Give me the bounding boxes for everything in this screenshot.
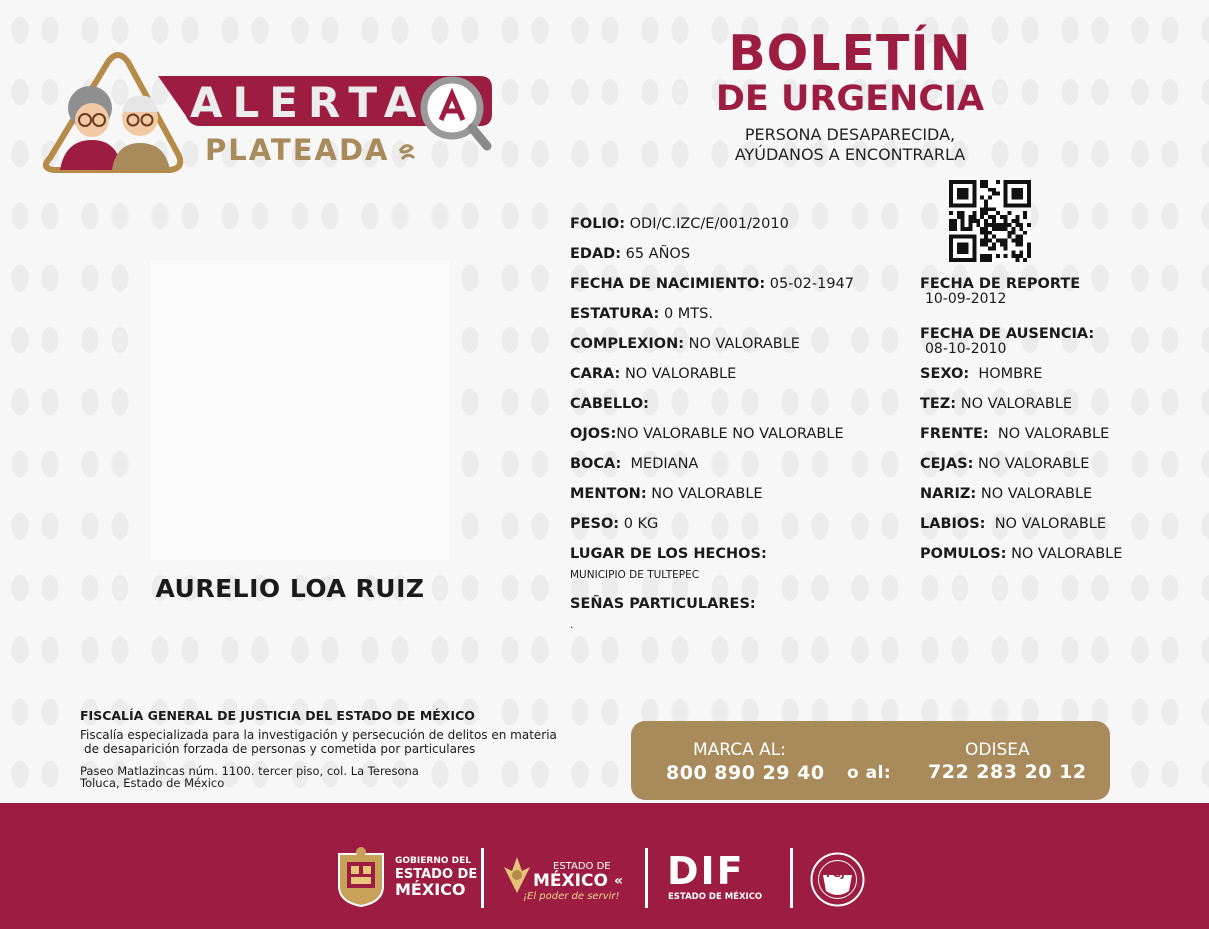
field-lugar-value: MUNICIPIO DE TULTEPEC bbox=[570, 569, 700, 581]
alerta-word: ALERTA bbox=[190, 78, 427, 127]
field-label: SEXO: bbox=[920, 366, 970, 382]
field-value: NO VALORABLE bbox=[993, 426, 1110, 442]
fecha-reporte-label bbox=[920, 276, 1080, 292]
field-frente bbox=[920, 426, 1109, 442]
field-label: CARA: bbox=[570, 366, 621, 382]
field-pomulos bbox=[920, 546, 1122, 562]
fiscalia-description-line2: de desaparición forzada de personas y cometida por particulares bbox=[84, 742, 476, 756]
fiscalia-address-line1: Paseo Matlazincas núm. 1100. tercer piso, col. La Teresona bbox=[80, 764, 419, 778]
field-label: COMPLEXION: bbox=[570, 336, 685, 352]
fecha-ausencia-label bbox=[920, 326, 1094, 342]
field-label: ESTATURA: bbox=[570, 306, 660, 322]
field-estatura bbox=[570, 306, 713, 322]
gobierno-line3: MÉXICO bbox=[395, 880, 466, 899]
field-label: LABIOS: bbox=[920, 516, 986, 532]
odisea-label: ODISEA bbox=[965, 740, 1030, 760]
field-cejas bbox=[920, 456, 1089, 472]
bulletin-subtitle-line2: AYÚDANOS A ENCONTRARLA bbox=[734, 145, 966, 164]
edomex-slogan: ¡El poder de servir! bbox=[523, 891, 620, 902]
field-value: NO VALORABLE bbox=[624, 366, 737, 382]
field-fecha-nacimiento bbox=[570, 276, 854, 292]
field-senas-value: . bbox=[570, 619, 574, 631]
bulletin-subtitle-line1: PERSONA DESAPARECIDA, bbox=[744, 125, 956, 144]
field-value: NO VALORABLE bbox=[978, 456, 1090, 472]
fiscalia-title: FISCALÍA GENERAL DE JUSTICIA DEL ESTADO DE MÉXICO bbox=[80, 708, 475, 723]
qr-code-icon[interactable] bbox=[949, 180, 1031, 262]
field-ojos bbox=[570, 426, 844, 442]
field-edad bbox=[570, 246, 690, 262]
field-cara bbox=[570, 366, 736, 382]
grandfather-icon bbox=[112, 96, 170, 170]
odisea-phone-number[interactable]: 722 283 20 12 bbox=[928, 761, 1087, 783]
edomex-leaf-icon: « bbox=[614, 873, 624, 889]
fiscalia-description-line1: Fiscalía especializada para la investigación y persecución de delitos en materia bbox=[80, 728, 557, 742]
fiscalia-address-line2: Toluca, Estado de México bbox=[80, 776, 225, 790]
field-label: MENTON: bbox=[570, 486, 647, 502]
field-value: NO VALORABLE bbox=[1011, 546, 1123, 562]
field-lugar-label bbox=[570, 546, 767, 562]
bulletin-title-line2: DE URGENCIA bbox=[715, 79, 985, 119]
edomex-line1: ESTADO DE bbox=[553, 861, 611, 872]
field-label: LUGAR DE LOS HECHOS: bbox=[570, 546, 767, 562]
gobierno-line1: GOBIERNO DEL bbox=[395, 856, 471, 866]
field-label: OJOS: bbox=[570, 426, 617, 442]
field-value: HOMBRE bbox=[973, 366, 1043, 382]
fecha-reporte-value: 10-09-2012 bbox=[925, 291, 1007, 307]
person-name: AURELIO LOA RUIZ bbox=[155, 574, 425, 603]
dif-word: DIF bbox=[667, 849, 745, 893]
edomex-flower-icon bbox=[498, 853, 536, 895]
field-label: NARIZ: bbox=[920, 486, 977, 502]
dif-subtitle: ESTADO DE MÉXICO bbox=[668, 892, 763, 902]
field-value: NO VALORABLE bbox=[651, 486, 763, 502]
field-value: 0 KG bbox=[623, 516, 659, 532]
field-label: FECHA DE NACIMIENTO: bbox=[570, 276, 766, 292]
magnifier-icon bbox=[424, 80, 487, 146]
contact-phone-box bbox=[631, 721, 1110, 800]
field-label: PESO: bbox=[570, 516, 620, 532]
field-nariz bbox=[920, 486, 1092, 502]
field-label: TEZ: bbox=[920, 396, 957, 412]
gobierno-line2: ESTADO DE bbox=[395, 867, 478, 882]
field-cabello bbox=[570, 396, 649, 412]
field-senas-label bbox=[570, 596, 756, 612]
field-menton bbox=[570, 486, 763, 502]
field-label: CABELLO: bbox=[570, 396, 649, 412]
bulletin-title bbox=[700, 25, 1000, 119]
marca-label: MARCA AL: bbox=[693, 740, 786, 760]
fecha-ausencia-value: 08-10-2010 bbox=[925, 341, 1007, 357]
field-label: EDAD: bbox=[570, 246, 621, 262]
bulletin-title-line1: BOLETÍN bbox=[728, 25, 972, 82]
field-value: 65 AÑOS bbox=[625, 246, 691, 262]
field-label: SEÑAS PARTICULARES: bbox=[570, 596, 756, 612]
logo-separator bbox=[790, 848, 793, 908]
field-value: NO VALORABLE bbox=[980, 486, 1093, 502]
leaf-icon bbox=[400, 146, 414, 159]
field-label: FOLIO: bbox=[570, 216, 625, 232]
field-labios bbox=[920, 516, 1106, 532]
or-label: o al: bbox=[847, 763, 892, 783]
field-value: 05-02-1947 bbox=[769, 276, 855, 292]
field-value: NO VALORABLE bbox=[960, 396, 1073, 412]
plateada-word: PLATEADA bbox=[205, 133, 390, 167]
field-value: MEDIANA bbox=[625, 456, 699, 472]
field-label: FRENTE: bbox=[920, 426, 989, 442]
alerta-plateada-logo bbox=[40, 48, 500, 178]
field-label: BOCA: bbox=[570, 456, 622, 472]
field-sexo bbox=[920, 366, 1042, 382]
field-value: NO VALORABLE bbox=[990, 516, 1107, 532]
field-value: 0 MTS. bbox=[663, 306, 713, 322]
logo-separator bbox=[645, 848, 648, 908]
field-tez bbox=[920, 396, 1072, 412]
field-label: FECHA DE REPORTE bbox=[920, 276, 1081, 292]
logo-separator bbox=[481, 848, 484, 908]
field-value: ODI/C.IZC/E/001/2010 bbox=[629, 216, 789, 232]
bulletin-subtitle bbox=[690, 125, 1010, 165]
field-label: POMULOS: bbox=[920, 546, 1007, 562]
field-label: CEJAS: bbox=[920, 456, 974, 472]
field-boca bbox=[570, 456, 698, 472]
gobierno-coat-of-arms-icon bbox=[333, 846, 389, 908]
fgj-word: FGJ bbox=[826, 869, 845, 880]
field-folio bbox=[570, 216, 789, 232]
field-label: FECHA DE AUSENCIA: bbox=[920, 326, 1095, 342]
marca-phone-number[interactable]: 800 890 29 40 bbox=[666, 762, 825, 784]
field-complexion bbox=[570, 336, 800, 352]
field-peso bbox=[570, 516, 658, 532]
person-photo bbox=[150, 260, 450, 560]
edomex-line2: MÉXICO bbox=[533, 871, 608, 891]
field-value: NO VALORABLE bbox=[688, 336, 800, 352]
field-value: NO VALORABLE NO VALORABLE bbox=[616, 426, 844, 442]
